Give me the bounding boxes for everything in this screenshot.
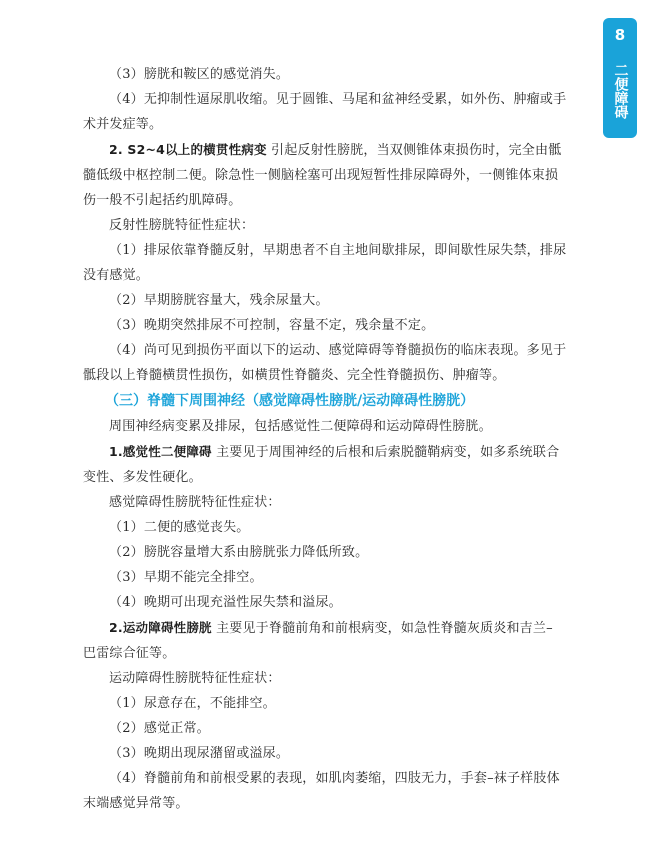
paragraph-line: 巴雷综合征等。	[83, 646, 176, 661]
subheading-paragraph	[83, 137, 583, 163]
list-item: （4）晚期可出现充溢性尿失禁和溢尿。	[109, 595, 342, 610]
symptom-intro: 运动障碍性膀胱特征性症状：	[109, 671, 281, 686]
chapter-side-tab	[603, 18, 637, 138]
list-item: （2）感觉正常。	[109, 721, 210, 736]
page-body	[83, 62, 583, 816]
section-title: （三）脊髓下周围神经（感觉障碍性膀胱/运动障碍性膀胱）	[105, 393, 475, 409]
paragraph-line: 变性、多发性硬化。	[83, 470, 202, 485]
list-item-continued: 术并发症等。	[83, 117, 163, 132]
paragraph-line: 周围神经病变累及排尿，包括感觉性二便障碍和运动障碍性膀胱。	[109, 419, 492, 434]
paragraph-text: 引起反射性膀胱，当双侧锥体束损伤时，完全由骶	[266, 143, 562, 158]
list-item: （4）脊髓前角和前根受累的表现，如肌肉萎缩，四肢无力，手套–袜子样肢体	[109, 771, 560, 786]
list-item-continued: 骶段以上脊髓横贯性损伤，如横贯性脊髓炎、完全性脊髓损伤、肿瘤等。	[83, 368, 506, 383]
symptom-intro: 感觉障碍性膀胱特征性症状：	[109, 495, 281, 510]
list-item: （1）二便的感觉丧失。	[109, 520, 250, 535]
subheading-paragraph	[83, 615, 583, 641]
subheading: 2. S2~4以上的横贯性病变	[109, 142, 267, 157]
list-item: （3）晚期出现尿潴留或溢尿。	[109, 746, 290, 761]
paragraph-line: 伤一般不引起括约肌障碍。	[83, 193, 242, 208]
list-item-continued: 没有感觉。	[83, 268, 150, 283]
paragraph-text: 主要见于周围神经的后根和后索脱髓鞘病变，如多系统联合	[211, 445, 560, 460]
list-item: （4）尚可见到损伤平面以下的运动、感觉障碍等脊髓损伤的临床表现。多见于	[109, 343, 567, 358]
list-item: （1）排尿依靠脊髓反射，早期患者不自主地间歇排尿，即间歇性尿失禁，排尿	[109, 243, 567, 258]
list-item: （3）早期不能完全排空。	[109, 570, 263, 585]
subheading-paragraph	[83, 439, 583, 465]
paragraph-line: 髓低级中枢控制二便。除急性一侧脑栓塞可出现短暂性排尿障碍外，一侧锥体束损	[83, 168, 559, 183]
list-item: （2）早期膀胱容量大，残余尿量大。	[109, 293, 329, 308]
list-item: （3）晚期突然排尿不可控制，容量不定，残余量不定。	[109, 318, 435, 333]
chapter-title: 二便障碍	[612, 63, 629, 119]
list-item-continued: 末端感觉异常等。	[83, 796, 189, 811]
chapter-number: 8	[614, 26, 626, 44]
list-item: （2）膀胱容量增大系由膀胱张力降低所致。	[109, 545, 369, 560]
list-item: （4）无抑制性逼尿肌收缩。见于圆锥、马尾和盆神经受累，如外伤、肿瘤或手	[109, 92, 567, 107]
list-item: （1）尿意存在，不能排空。	[109, 696, 276, 711]
list-item: （3）膀胱和鞍区的感觉消失。	[109, 67, 290, 82]
symptom-intro: 反射性膀胱特征性症状：	[109, 218, 255, 233]
subheading: 2.运动障碍性膀胱	[109, 620, 212, 635]
subheading: 1.感觉性二便障碍	[109, 444, 212, 459]
paragraph-text: 主要见于脊髓前角和前根病变，如急性脊髓灰质炎和吉兰–	[211, 621, 553, 636]
